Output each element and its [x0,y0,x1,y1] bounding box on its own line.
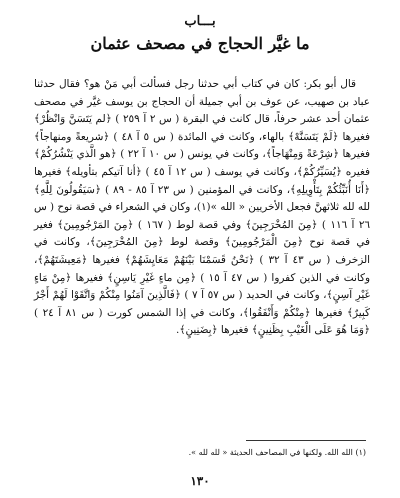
footnote-divider [246,440,366,441]
page-number: ١٣٠ [190,474,210,488]
page-title: ما غيَّر الحجاج في مصحف عثمان [90,34,310,53]
paragraph: قال أبو بكر: كان في كتاب أبي حدثنا رجل فسألت أبي مَنْ هو؟ فقال حدثنا عباد بن صهيب، عن عوف بن أبي جميلة أن الحجاج بن يوسف غيَّر في مصحف عثمان أحد عشر حرفاً، قال كانت في البقرة ( س ٢ آ ٢٥٩ ) ﴿لم يَتَسَنَّ وَانْظُرْ﴾ فغيرها ﴿لَمْ يَتَسَنَّهْ﴾ بالهاء، وكانت في المائدة ( س ٥ آ ٤٨ ) ﴿شريعةً ومنهاجاً﴾ فغيرها ﴿شِرْعَةً وَمِنْهَاجاً﴾، وكانت في يونس ( س ١٠ آ ٢٢ ) ﴿هو الَّذي يَنْشُرُكُمْ﴾ فغيره ﴿يُسَيِّرُكُمْ﴾، وكانت في يوسف ( س ١٢ آ ٤٥ ) ﴿أنا آتيكم بتأويله﴾ فغيرها ﴿أَنَا أُنَبِّئُكُمْ بِتَأْوِيلِهِ﴾، وكانت في المؤمنين ( س ٢٣ آ ٨٥ - ٨٩ ) ﴿سَيَقُولُونَ لِلَّهِ﴾ لله لله ثلاثهنَّ فجعل الأخريين « الله »(١)، وكان في الشعراء في قصة نوح ( س ٢٦ آ ١١٦ ) ﴿مِنَ المُخْرَجِينَ﴾ وفي قصة لوط ( ١٦٧ ) ﴿مِنَ المَرْجُومِينَ﴾ فغير في قصة نوح ﴿مِنَ الْمَرْجُومِينَ﴾ وقصة لوط ﴿مِنَ المُخْرَجِينَ﴾، وكانت في الزخرف ( س ٤٣ آ ٣٢ ) ﴿نَحْنُ قَسَمْنَا بَيْنَهُمْ مَعَايِشَهُمْ﴾ فغيرها ﴿مَعِيشَتَهُمْ﴾، وكانت في الذين كفروا ( س ٤٧ آ ١٥ ) ﴿مِن ماءٍ غَيْرِ يَاسِنٍ﴾ فغيرها ﴿مِنْ مَاءٍ غَيْرِ آسِنٍ﴾، وكانت في الحديد ( س ٥٧ آ ٧ ) ﴿فَالَّذِينَ آمَنُوا مِنْكُمْ وَاتَّقَوْا لَهُمْ أَجْرٌ كَبِيرٌ﴾ فغيرها ﴿مِنْكُمْ وَأَنْفَقُوا﴾، وكانت في إذا الشمس كورت ( س ٨١ آ ٢٤ ) ﴿وَمَا هُوَ عَلَى الْغَيْبِ بِظَنِينٍ﴾ فغيرها ﴿بِضَنِينٍ﴾. [34,78,371,337]
chapter-heading: بـــاب [184,14,216,29]
footnote: (١) الله الله. ولكنها في المصاحف الحديثة « لله لله ». [188,448,366,457]
body-text [34,76,370,340]
